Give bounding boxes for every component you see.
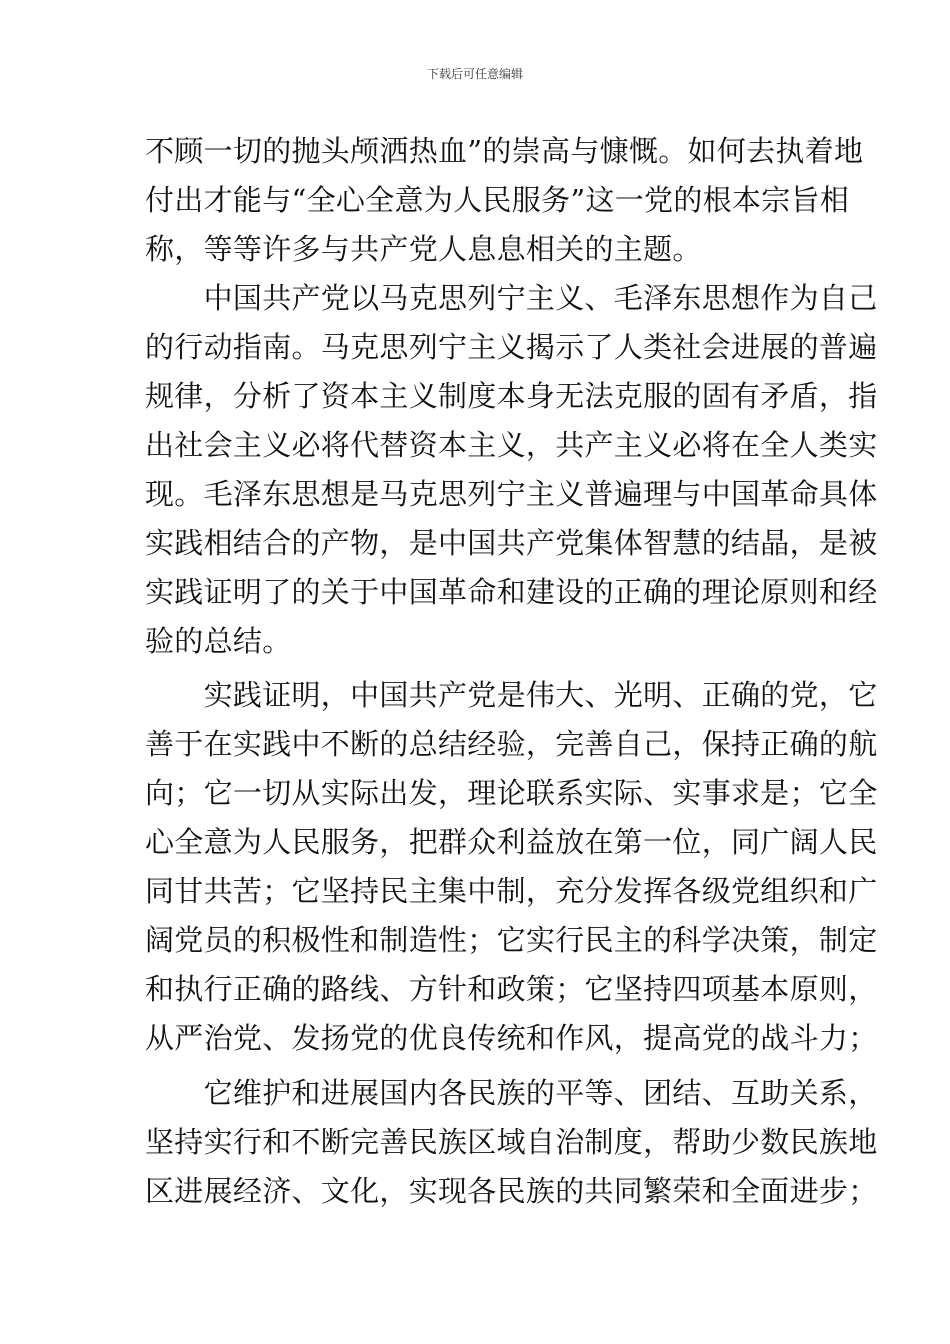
- text-line: 同甘共苦；它坚持民主集中制，充分发挥各级党组织和广: [145, 874, 878, 908]
- text-line: 现。毛泽东思想是马克思列宁主义普遍理与中国革命具体: [145, 477, 878, 511]
- text-line: 阔党员的积极性和制造性；它实行民主的科学决策，制定: [145, 923, 878, 957]
- text-line: 实践证明，中国共产党是伟大、光明、正确的党，它: [145, 678, 878, 712]
- text-line: 实践相结合的产物，是中国共产党集体智慧的结晶，是被: [145, 526, 878, 560]
- text-line: 坚持实行和不断完善民族区域自治制度，帮助少数民族地: [145, 1125, 878, 1159]
- text-line: 区进展经济、文化，实现各民族的共同繁荣和全面进步；: [145, 1174, 878, 1208]
- text-line: 的行动指南。马克思列宁主义揭示了人类社会进展的普遍: [145, 330, 878, 364]
- text-line: 验的总结。: [145, 624, 292, 658]
- text-line: 从严治党、发扬党的优良传统和作风，提高党的战斗力；: [145, 1021, 878, 1055]
- text-line: 出社会主义必将代替资本主义，共产主义必将在全人类实: [145, 428, 878, 462]
- text-line: 规律，分析了资本主义制度本身无法克服的固有矛盾，指: [145, 379, 878, 413]
- text-line: 善于在实践中不断的总结经验，完善自己，保持正确的航: [145, 727, 878, 761]
- text-line: 不顾一切的抛头颅洒热血”的崇高与慷慨。如何去执着地: [145, 134, 864, 168]
- text-line: 实践证明了的关于中国革命和建设的正确的理论原则和经: [145, 575, 878, 609]
- text-line: 称，等等许多与共产党人息息相关的主题。: [145, 232, 702, 266]
- page-header: 下载后可任意编辑: [426, 67, 523, 81]
- text-line: 心全意为人民服务，把群众利益放在第一位，同广阔人民: [145, 825, 878, 859]
- text-line: 和执行正确的路线、方针和政策；它坚持四项基本原则，: [145, 972, 878, 1006]
- text-line: 付出才能与“全心全意为人民服务”这一党的根本宗旨相: [145, 183, 850, 217]
- text-line: 它维护和进展国内各民族的平等、团结、互助关系，: [145, 1076, 878, 1110]
- text-line: 中国共产党以马克思列宁主义、毛泽东思想作为自己: [145, 281, 878, 315]
- text-line: 向；它一切从实际出发，理论联系实际、实事求是；它全: [145, 776, 878, 810]
